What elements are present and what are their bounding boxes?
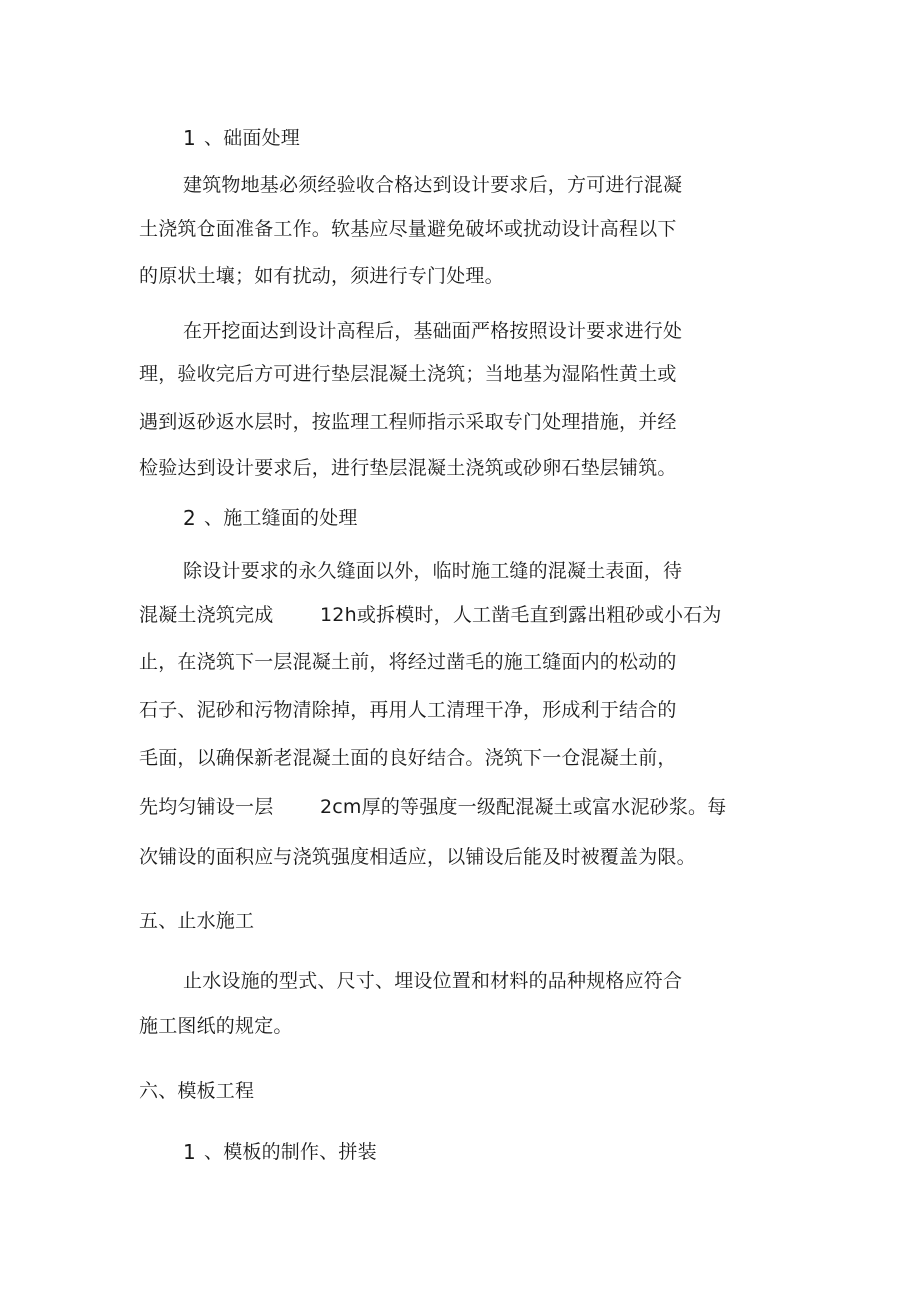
section-1-title: 、础面处理 bbox=[204, 127, 301, 149]
paragraph-line: 次铺设的面积应与浇筑强度相适应，以铺设后能及时被覆盖为限。 bbox=[139, 846, 696, 868]
paragraph-line: 12h或拆模时，人工凿毛直到露出粗砂或小石为 bbox=[320, 604, 722, 626]
paragraph-line: 土浇筑仓面准备工作。软基应尽量避免破坏或扰动设计高程以下 bbox=[139, 218, 677, 240]
paragraph-line: 止水设施的型式、尺寸、埋设位置和材料的品种规格应符合 bbox=[183, 970, 683, 992]
paragraph-line: 先均匀铺设一层 bbox=[139, 796, 274, 818]
section-1-number: 1 bbox=[183, 126, 196, 150]
paragraph-line: 在开挖面达到设计高程后，基础面严格按照设计要求进行处 bbox=[183, 320, 683, 342]
paragraph-line: 施工图纸的规定。 bbox=[139, 1015, 293, 1037]
section-6-sub-number: 1 bbox=[183, 1140, 196, 1164]
paragraph-line: 混凝土浇筑完成 bbox=[139, 604, 274, 626]
section-5-heading: 五、止水施工 bbox=[139, 910, 255, 932]
paragraph-line: 2cm厚的等强度一级配混凝土或富水泥砂浆。每 bbox=[320, 796, 727, 818]
paragraph-line: 毛面，以确保新老混凝土面的良好结合。浇筑下一仓混凝土前， bbox=[139, 747, 677, 769]
paragraph-line: 石子、泥砂和污物清除掉，再用人工清理干净，形成利于结合的 bbox=[139, 699, 677, 721]
paragraph-line: 除设计要求的永久缝面以外，临时施工缝的混凝土表面，待 bbox=[183, 560, 683, 582]
section-2-title: 、施工缝面的处理 bbox=[204, 507, 358, 529]
section-6-sub-title: 、模板的制作、拼装 bbox=[204, 1141, 377, 1163]
paragraph-line: 的原状土壤；如有扰动，须进行专门处理。 bbox=[139, 265, 504, 287]
paragraph-line: 遇到返砂返水层时，按监理工程师指示采取专门处理措施，并经 bbox=[139, 411, 677, 433]
paragraph-line: 理，验收完后方可进行垫层混凝土浇筑；当地基为湿陷性黄土或 bbox=[139, 363, 677, 385]
section-6-heading: 六、模板工程 bbox=[139, 1080, 255, 1102]
section-2-number: 2 bbox=[183, 506, 196, 530]
paragraph-line: 止，在浇筑下一层混凝土前，将经过凿毛的施工缝面内的松动的 bbox=[139, 651, 677, 673]
paragraph-line: 检验达到设计要求后，进行垫层混凝土浇筑或砂卵石垫层铺筑。 bbox=[139, 457, 677, 479]
paragraph-line: 建筑物地基必须经验收合格达到设计要求后，方可进行混凝 bbox=[183, 174, 683, 196]
